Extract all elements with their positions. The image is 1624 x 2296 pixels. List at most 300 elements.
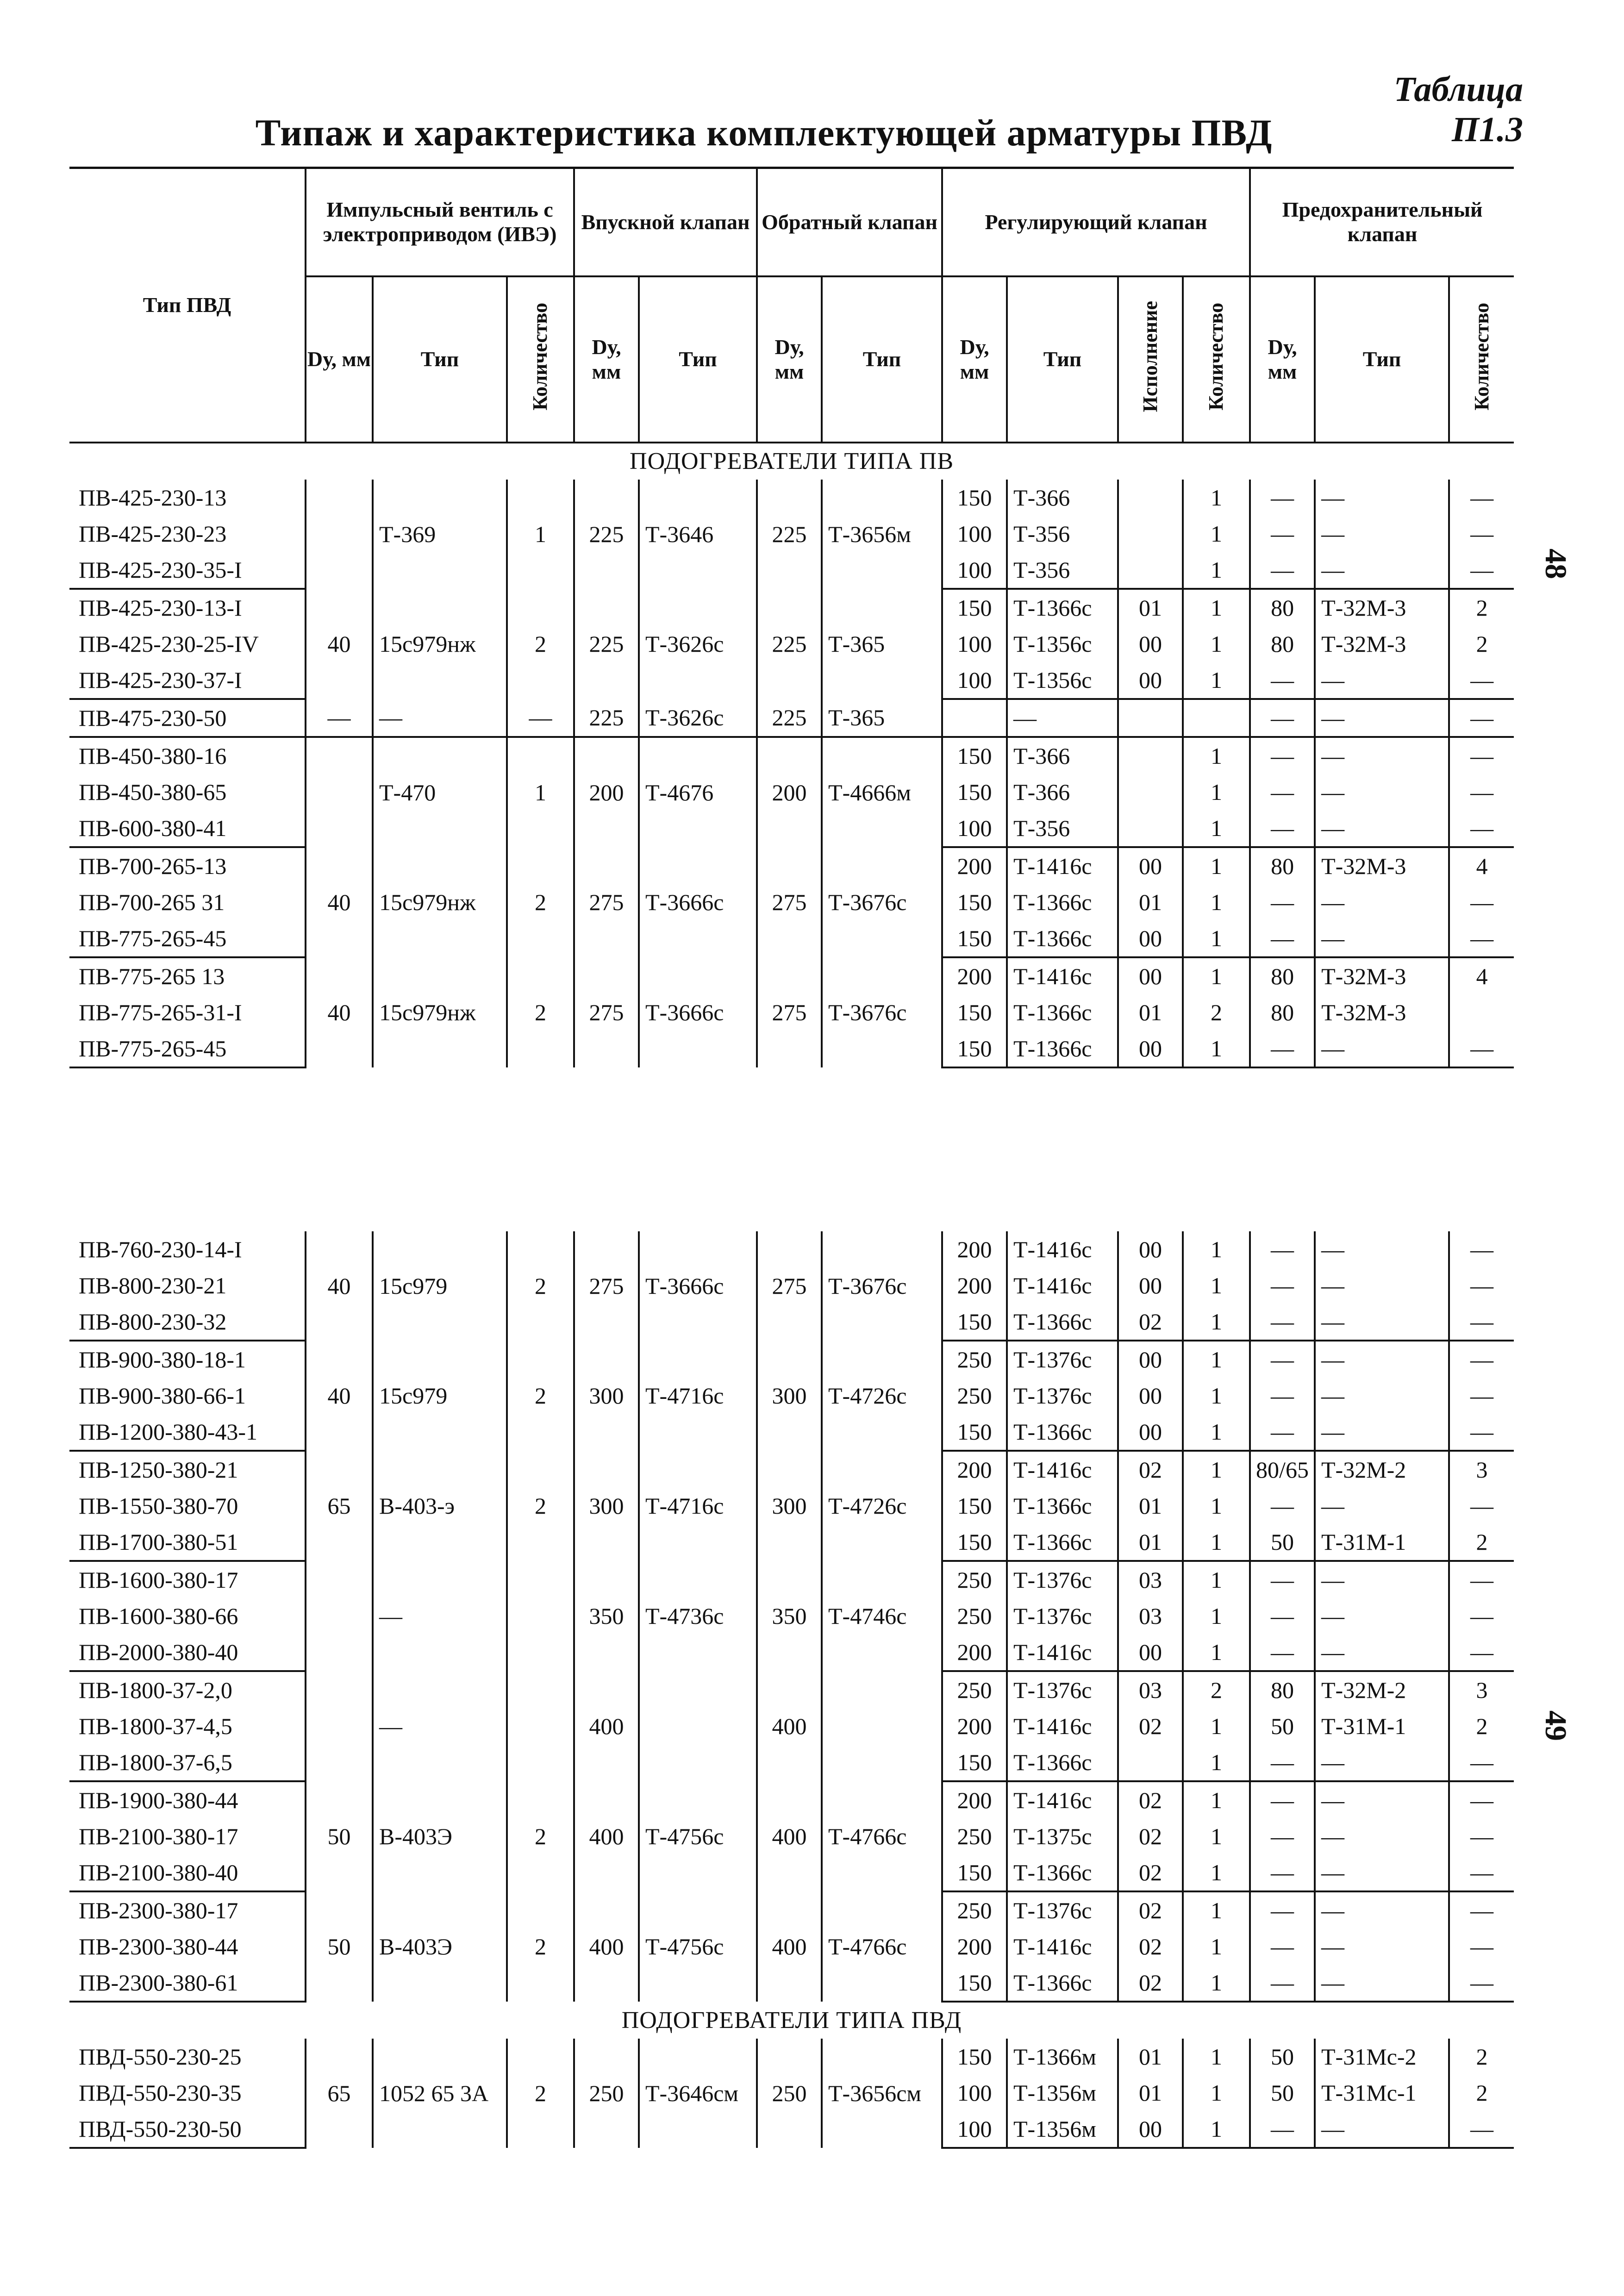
ive-quantity: 2 — [507, 1781, 574, 1891]
table-row — [69, 1451, 1514, 1488]
safety-type: — — [1315, 1304, 1449, 1341]
safety-type: Т-32М-2 — [1315, 1451, 1449, 1488]
control-execution: 00 — [1118, 626, 1183, 662]
heater-type: ПВ-2100-380-40 — [69, 1854, 306, 1891]
control-quantity — [1183, 699, 1250, 737]
safety-quantity: — — [1449, 1928, 1514, 1965]
safety-dy: — — [1250, 1781, 1315, 1818]
safety-dy: — — [1250, 699, 1315, 737]
heater-type: ПВ-1250-380-21 — [79, 1457, 238, 1483]
ive-dy: — — [306, 699, 373, 737]
safety-quantity: — — [1449, 662, 1514, 699]
safety-dy: 50 — [1250, 2075, 1315, 2111]
check-type: Т-365 — [822, 589, 942, 699]
safety-type: Т-31Мс-2 — [1315, 2039, 1449, 2075]
control-dy: 200 — [942, 1634, 1007, 1671]
safety-dy: — — [1250, 920, 1315, 957]
safety-quantity: — — [1449, 810, 1514, 847]
check-dy: 275 — [757, 957, 822, 1067]
safety-quantity: 4 — [1449, 847, 1514, 884]
col-type: Тип — [822, 276, 942, 443]
page-number: 49 — [1539, 1710, 1573, 1741]
control-execution: 03 — [1118, 1671, 1183, 1708]
control-quantity: 1 — [1183, 1378, 1250, 1414]
safety-dy: — — [1250, 1561, 1315, 1598]
control-execution: 00 — [1118, 662, 1183, 699]
heater-type: ПВ-1600-380-17 — [79, 1567, 238, 1593]
check-dy: 300 — [757, 1451, 822, 1561]
safety-type: — — [1315, 1744, 1449, 1781]
heater-type: ПВ-775-265-45 — [69, 1030, 306, 1067]
control-execution: 00 — [1118, 957, 1183, 994]
control-type: Т-366 — [1007, 737, 1118, 774]
ive-type: — — [373, 1671, 507, 1781]
check-type: Т-3676с — [822, 1231, 942, 1341]
table-row — [69, 847, 1514, 884]
safety-dy: — — [1250, 1854, 1315, 1891]
control-execution: 03 — [1118, 1598, 1183, 1634]
control-dy: 150 — [942, 2039, 1007, 2075]
safety-type: — — [1315, 1488, 1449, 1524]
check-type: Т-3676с — [822, 957, 942, 1067]
col-type: Тип — [1007, 276, 1118, 443]
safety-type: — — [1315, 1378, 1449, 1414]
control-dy: 150 — [942, 1524, 1007, 1561]
safety-quantity: — — [1449, 516, 1514, 552]
control-quantity: 1 — [1183, 1928, 1250, 1965]
safety-dy: — — [1250, 1891, 1315, 1928]
safety-quantity: — — [1449, 699, 1514, 737]
control-type: Т-1416с — [1007, 1231, 1118, 1267]
control-type: Т-1376с — [1007, 1891, 1118, 1928]
heater-type: ПВ-425-230-23 — [79, 521, 227, 547]
heater-type: ПВ-1900-380-44 — [79, 1787, 238, 1813]
control-execution: 02 — [1118, 1891, 1183, 1928]
ive-type: 1052 65 3А — [373, 2039, 507, 2148]
inlet-type: Т-3646см — [639, 2039, 757, 2148]
safety-quantity: — — [1449, 1965, 1514, 2002]
control-type: Т-1416с — [1007, 847, 1118, 884]
control-quantity: 1 — [1183, 1451, 1250, 1488]
check-dy: 225 — [757, 699, 822, 737]
heater-type: ПВ-600-380-41 — [69, 810, 306, 847]
safety-type: — — [1315, 1414, 1449, 1451]
control-dy: 100 — [942, 662, 1007, 699]
inlet-dy: 275 — [574, 957, 639, 1067]
ive-quantity: 2 — [507, 1891, 574, 2002]
control-type: Т-1366с — [1007, 1524, 1118, 1561]
col-dy: Dу, мм — [757, 276, 822, 443]
safety-type: — — [1315, 699, 1449, 737]
safety-quantity — [1449, 994, 1514, 1030]
control-type: Т-1356м — [1007, 2111, 1118, 2148]
ive-dy: 50 — [306, 1781, 373, 1891]
group-inlet-valve: Впускной клапан — [574, 168, 757, 277]
control-quantity: 1 — [1183, 1891, 1250, 1928]
ive-dy: 65 — [306, 1451, 373, 1561]
control-dy: 100 — [942, 2075, 1007, 2111]
control-execution: 00 — [1118, 1267, 1183, 1304]
table-row — [69, 699, 1514, 737]
control-type: Т-1366с — [1007, 994, 1118, 1030]
safety-dy: 80 — [1250, 589, 1315, 626]
safety-type: Т-31Мс-1 — [1315, 2075, 1449, 2111]
control-dy: 200 — [942, 1231, 1007, 1267]
lower-table — [69, 1231, 1514, 2149]
control-type: Т-1366с — [1007, 1854, 1118, 1891]
ive-dy — [306, 1671, 373, 1781]
ive-type: 15с979 — [373, 1341, 507, 1451]
col-quantity: Количество — [1183, 276, 1250, 443]
control-dy: 150 — [942, 1304, 1007, 1341]
control-quantity: 1 — [1183, 1267, 1250, 1304]
control-quantity: 1 — [1183, 2039, 1250, 2075]
safety-dy: 80 — [1250, 957, 1315, 994]
control-type: Т-1376с — [1007, 1561, 1118, 1598]
safety-quantity: — — [1449, 2111, 1514, 2148]
control-dy: 200 — [942, 1708, 1007, 1744]
control-type: Т-366 — [1007, 480, 1118, 516]
ive-quantity — [507, 1671, 574, 1781]
control-type: Т-1356с — [1007, 662, 1118, 699]
control-type: Т-1366с — [1007, 1304, 1118, 1341]
control-quantity: 1 — [1183, 662, 1250, 699]
inlet-dy: 225 — [574, 589, 639, 699]
heater-type: ПВ-775-265 13 — [79, 963, 225, 989]
ive-type: Т-470 — [373, 737, 507, 847]
control-execution: 02 — [1118, 1781, 1183, 1818]
safety-quantity: 3 — [1449, 1671, 1514, 1708]
control-dy: 200 — [942, 957, 1007, 994]
ive-dy — [306, 1561, 373, 1671]
control-execution: 01 — [1118, 1488, 1183, 1524]
control-dy: 150 — [942, 1965, 1007, 2002]
control-type: Т-1366м — [1007, 2039, 1118, 2075]
inlet-type: Т-3666с — [639, 847, 757, 957]
safety-dy: — — [1250, 1414, 1315, 1451]
control-execution — [1118, 516, 1183, 552]
safety-type: — — [1315, 884, 1449, 920]
inlet-type: Т-3626с — [639, 699, 757, 737]
safety-quantity: — — [1449, 1818, 1514, 1854]
ive-type: 15с979нж — [373, 589, 507, 699]
heater-type: ПВД-550-230-50 — [69, 2111, 306, 2148]
control-execution: 01 — [1118, 994, 1183, 1030]
check-dy: 225 — [757, 589, 822, 699]
table-row — [69, 1341, 1514, 1378]
check-dy: 250 — [757, 2039, 822, 2148]
check-type: Т-4766с — [822, 1781, 942, 1891]
check-dy: 400 — [757, 1671, 822, 1781]
table-row — [69, 957, 1514, 994]
safety-type: Т-32М-3 — [1315, 994, 1449, 1030]
control-dy: 150 — [942, 884, 1007, 920]
ive-quantity: 2 — [507, 957, 574, 1067]
safety-quantity: — — [1449, 1598, 1514, 1634]
safety-dy: — — [1250, 884, 1315, 920]
safety-dy: — — [1250, 1231, 1315, 1267]
control-type: Т-1366с — [1007, 1744, 1118, 1781]
control-quantity: 1 — [1183, 2111, 1250, 2148]
control-quantity: 1 — [1183, 1744, 1250, 1781]
ive-type: Т-369 — [373, 480, 507, 589]
safety-quantity: — — [1449, 1781, 1514, 1818]
safety-type: — — [1315, 737, 1449, 774]
safety-dy: — — [1250, 1928, 1315, 1965]
check-type: Т-4666м — [822, 737, 942, 847]
ive-dy: 40 — [306, 1341, 373, 1451]
heater-type: ПВ-900-380-18-1 — [79, 1347, 246, 1373]
heater-type: ПВ-1800-37-6,5 — [69, 1744, 306, 1781]
safety-type: — — [1315, 1891, 1449, 1928]
ive-dy — [306, 737, 373, 847]
safety-quantity: 2 — [1449, 589, 1514, 626]
safety-type: Т-32М-3 — [1315, 847, 1449, 884]
safety-quantity: — — [1449, 1744, 1514, 1781]
safety-quantity: — — [1449, 737, 1514, 774]
safety-type: — — [1315, 1818, 1449, 1854]
ive-dy: 40 — [306, 957, 373, 1067]
upper-table — [69, 167, 1514, 1068]
control-execution: 00 — [1118, 920, 1183, 957]
safety-dy: — — [1250, 1965, 1315, 2002]
heater-type: ПВД-550-230-35 — [79, 2080, 242, 2106]
ive-quantity: 2 — [507, 847, 574, 957]
safety-type: — — [1315, 1598, 1449, 1634]
inlet-dy: 400 — [574, 1781, 639, 1891]
safety-dy: — — [1250, 774, 1315, 810]
ive-quantity: 1 — [507, 737, 574, 847]
heater-type: ПВ-425-230-25-IV — [79, 631, 259, 657]
ive-type: 15с979нж — [373, 847, 507, 957]
inlet-dy: 300 — [574, 1451, 639, 1561]
table-row — [69, 1781, 1514, 1818]
heater-type: ПВ-1800-37-4,5 — [79, 1713, 232, 1739]
control-quantity: 1 — [1183, 516, 1250, 552]
control-quantity: 1 — [1183, 1598, 1250, 1634]
safety-dy: — — [1250, 552, 1315, 589]
control-dy: 250 — [942, 1378, 1007, 1414]
control-dy: 250 — [942, 1671, 1007, 1708]
inlet-type: Т-4756с — [639, 1781, 757, 1891]
ive-quantity: 2 — [507, 2039, 574, 2148]
safety-type: Т-32М-2 — [1315, 1671, 1449, 1708]
safety-quantity: 2 — [1449, 1708, 1514, 1744]
heater-type: ПВ-1700-380-51 — [69, 1524, 306, 1561]
col-quantity: Количество — [507, 276, 574, 443]
safety-dy: 80 — [1250, 626, 1315, 662]
safety-quantity: — — [1449, 552, 1514, 589]
control-dy: 250 — [942, 1561, 1007, 1598]
control-dy: 100 — [942, 626, 1007, 662]
check-dy: 400 — [757, 1891, 822, 2002]
control-execution: 01 — [1118, 589, 1183, 626]
page-number: 48 — [1539, 549, 1573, 579]
control-execution — [1118, 1744, 1183, 1781]
control-execution: 03 — [1118, 1561, 1183, 1598]
control-execution — [1118, 810, 1183, 847]
heater-type: ПВ-450-380-65 — [79, 779, 227, 805]
safety-quantity: — — [1449, 774, 1514, 810]
control-quantity: 1 — [1183, 1414, 1250, 1451]
safety-dy: — — [1250, 1488, 1315, 1524]
col-type-pvd: Тип ПВД — [69, 168, 306, 443]
safety-dy: 50 — [1250, 1708, 1315, 1744]
control-dy: 200 — [942, 1267, 1007, 1304]
inlet-dy: 350 — [574, 1561, 639, 1671]
control-type: Т-1376с — [1007, 1671, 1118, 1708]
safety-quantity: — — [1449, 1561, 1514, 1598]
fittings-table-upper — [69, 167, 1514, 1068]
safety-dy: — — [1250, 2111, 1315, 2148]
inlet-dy: 225 — [574, 699, 639, 737]
control-dy: 200 — [942, 1928, 1007, 1965]
check-dy: 400 — [757, 1781, 822, 1891]
control-dy: 150 — [942, 920, 1007, 957]
safety-dy: — — [1250, 516, 1315, 552]
safety-dy: 80 — [1250, 1671, 1315, 1708]
control-type: Т-1416с — [1007, 1634, 1118, 1671]
inlet-type: Т-4716с — [639, 1451, 757, 1561]
check-type: Т-3656см — [822, 2039, 942, 2148]
document-title: Типаж и характеристика комплектующей арматуры ПВД — [255, 112, 1273, 154]
control-dy: 150 — [942, 1854, 1007, 1891]
control-dy: 150 — [942, 1744, 1007, 1781]
heater-type: ПВ-475-230-50 — [69, 699, 306, 737]
control-quantity: 1 — [1183, 2075, 1250, 2111]
safety-type: Т-31М-1 — [1315, 1524, 1449, 1561]
safety-dy: 80/65 — [1250, 1451, 1315, 1488]
safety-type: — — [1315, 516, 1449, 552]
safety-type: — — [1315, 1854, 1449, 1891]
safety-quantity: — — [1449, 1634, 1514, 1671]
control-dy: 100 — [942, 516, 1007, 552]
heater-type: ПВ-2100-380-17 — [79, 1823, 238, 1849]
safety-quantity: — — [1449, 1891, 1514, 1928]
heater-type: ПВ-700-265 31 — [79, 889, 225, 915]
control-execution: 00 — [1118, 1414, 1183, 1451]
control-type: Т-1416с — [1007, 1781, 1118, 1818]
safety-dy: — — [1250, 810, 1315, 847]
control-type: Т-356 — [1007, 810, 1118, 847]
control-quantity: 1 — [1183, 774, 1250, 810]
control-quantity: 1 — [1183, 884, 1250, 920]
heater-type: ПВ-2300-380-44 — [79, 1934, 238, 1959]
safety-quantity: 4 — [1449, 957, 1514, 994]
safety-type: — — [1315, 1928, 1449, 1965]
safety-type: — — [1315, 480, 1449, 516]
table-row — [69, 1891, 1514, 1928]
section-header-row — [69, 443, 1514, 480]
control-dy: 250 — [942, 1341, 1007, 1378]
check-dy: 300 — [757, 1341, 822, 1451]
safety-type: — — [1315, 552, 1449, 589]
ive-quantity: 1 — [507, 480, 574, 589]
table-row — [69, 480, 1514, 516]
safety-quantity: 2 — [1449, 2075, 1514, 2111]
safety-quantity: 2 — [1449, 1524, 1514, 1561]
ive-dy — [306, 480, 373, 589]
control-quantity: 1 — [1183, 847, 1250, 884]
heater-type: ПВ-450-380-16 — [79, 743, 227, 769]
control-quantity: 1 — [1183, 1561, 1250, 1598]
ive-dy: 50 — [306, 1891, 373, 2002]
control-type: — — [1007, 699, 1118, 737]
table-row — [69, 1671, 1514, 1708]
ive-type: 15с979нж — [373, 957, 507, 1067]
control-dy: 150 — [942, 1414, 1007, 1451]
ive-type: В-403-э — [373, 1451, 507, 1561]
heater-type: ПВ-425-230-13 — [79, 485, 227, 511]
control-execution: 02 — [1118, 1818, 1183, 1854]
safety-dy: — — [1250, 662, 1315, 699]
section-header: ПОДОГРЕВАТЕЛИ ТИПА ПВД — [621, 2007, 962, 2034]
safety-type: — — [1315, 774, 1449, 810]
control-quantity: 1 — [1183, 552, 1250, 589]
heater-type: ПВ-800-230-32 — [69, 1304, 306, 1341]
safety-quantity: — — [1449, 1378, 1514, 1414]
safety-type: — — [1315, 1781, 1449, 1818]
safety-dy: — — [1250, 480, 1315, 516]
safety-type: — — [1315, 1231, 1449, 1267]
control-type: Т-1376с — [1007, 1378, 1118, 1414]
heater-type: ПВ-1550-380-70 — [79, 1493, 238, 1519]
control-type: Т-1416с — [1007, 1451, 1118, 1488]
safety-dy: 80 — [1250, 994, 1315, 1030]
control-execution: 02 — [1118, 1965, 1183, 2002]
safety-quantity: — — [1449, 884, 1514, 920]
heater-type: ПВ-2300-380-61 — [69, 1965, 306, 2002]
control-type: Т-1416с — [1007, 1928, 1118, 1965]
inlet-type: Т-3666с — [639, 1231, 757, 1341]
safety-quantity: 2 — [1449, 626, 1514, 662]
safety-type: — — [1315, 2111, 1449, 2148]
control-dy: 250 — [942, 1891, 1007, 1928]
control-execution: 00 — [1118, 1341, 1183, 1378]
control-quantity: 1 — [1183, 589, 1250, 626]
safety-quantity: 3 — [1449, 1451, 1514, 1488]
control-execution: 00 — [1118, 1634, 1183, 1671]
control-execution: 00 — [1118, 847, 1183, 884]
safety-type: — — [1315, 1267, 1449, 1304]
control-dy: 150 — [942, 1030, 1007, 1067]
col-quantity: Количество — [1449, 276, 1514, 443]
heater-type: ПВ-775-265-31-I — [79, 999, 242, 1025]
heater-type: ПВ-1600-380-66 — [79, 1603, 238, 1629]
control-type: Т-356 — [1007, 516, 1118, 552]
control-type: Т-1376с — [1007, 1598, 1118, 1634]
control-type: Т-1416с — [1007, 1708, 1118, 1744]
safety-dy: — — [1250, 1304, 1315, 1341]
check-type — [822, 1671, 942, 1781]
heater-type: ПВ-2000-380-40 — [69, 1634, 306, 1671]
safety-type: — — [1315, 1561, 1449, 1598]
table-label: Таблица П1.3 — [1393, 70, 1523, 149]
heater-type: ПВ-2300-380-17 — [79, 1897, 238, 1923]
inlet-type: Т-3646 — [639, 480, 757, 589]
control-quantity: 1 — [1183, 1304, 1250, 1341]
check-type: Т-4726с — [822, 1341, 942, 1451]
safety-dy: 50 — [1250, 2039, 1315, 2075]
heater-type: ПВ-1200-380-43-1 — [69, 1414, 306, 1451]
heater-type: ПВ-1800-37-2,0 — [79, 1677, 232, 1703]
safety-quantity: — — [1449, 1854, 1514, 1891]
control-execution — [1118, 737, 1183, 774]
control-quantity: 1 — [1183, 1781, 1250, 1818]
control-execution — [1118, 699, 1183, 737]
control-type: Т-1375с — [1007, 1818, 1118, 1854]
control-type: Т-1366с — [1007, 1030, 1118, 1067]
